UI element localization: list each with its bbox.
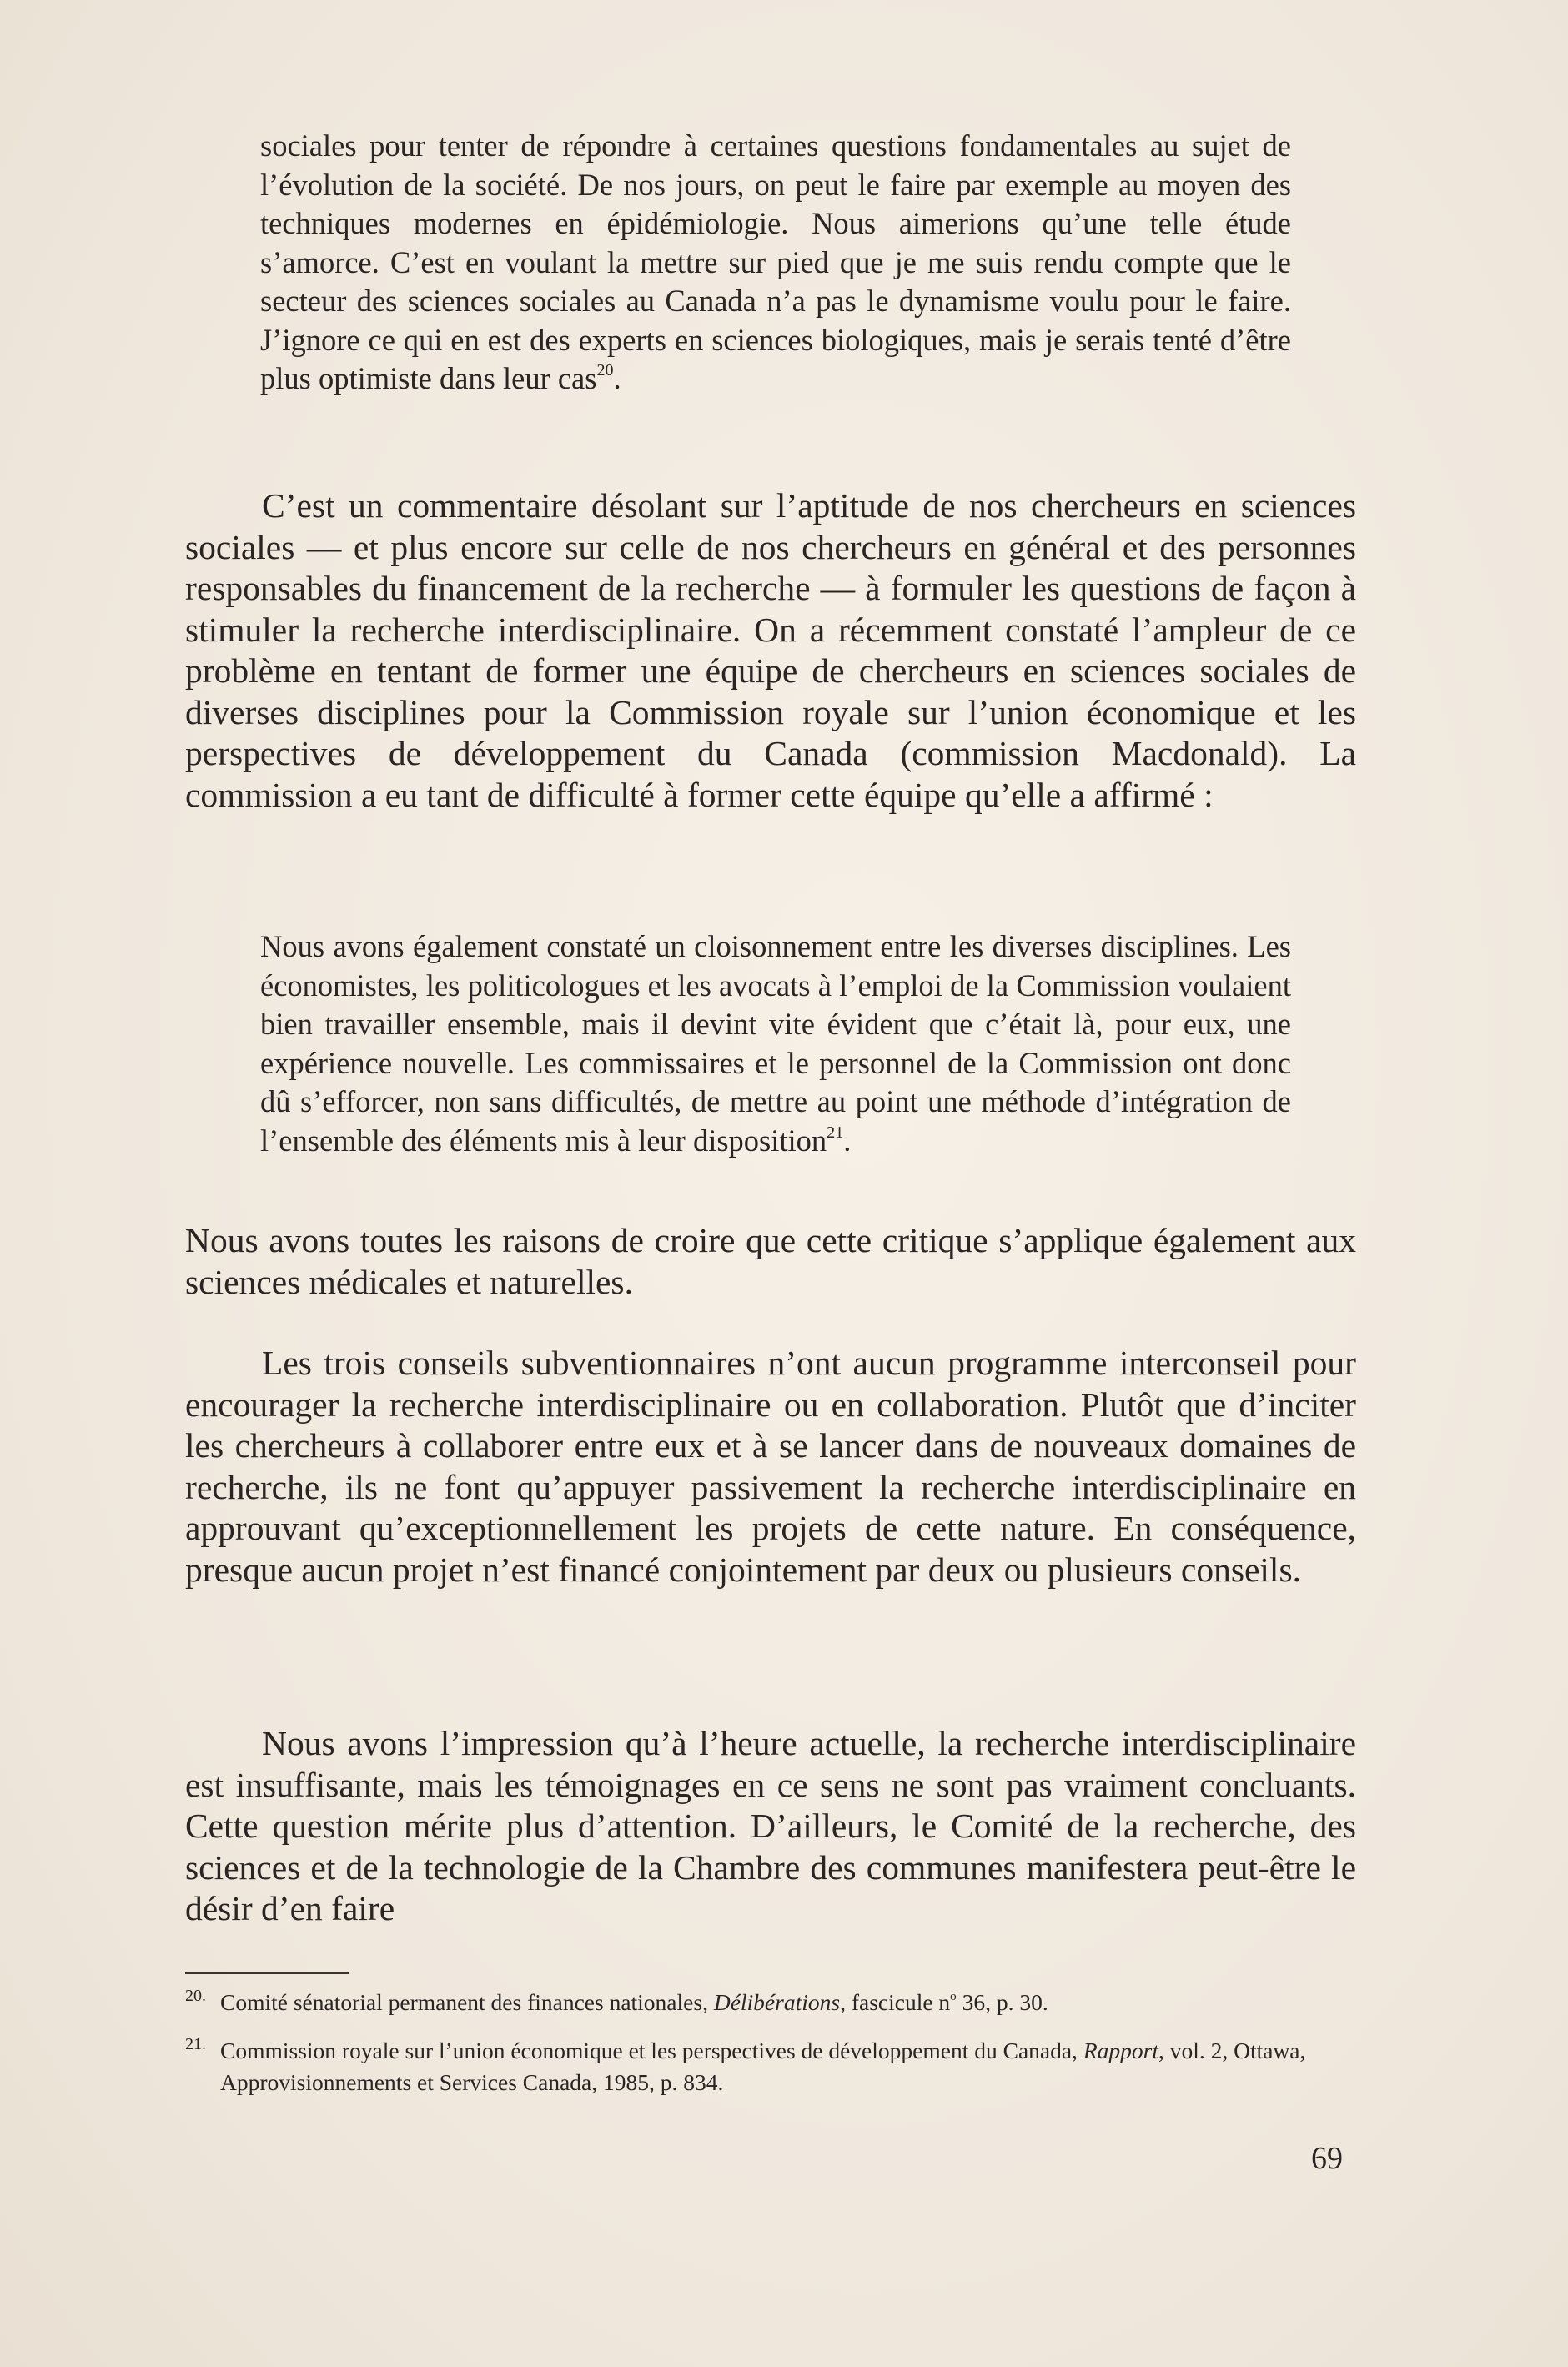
paragraph-commentaire [185, 485, 1356, 816]
paragraph-text: Nous avons toutes les raisons de croire que cette critique s’applique également aux sciences médicales et naturelles. [185, 1221, 1356, 1301]
footnote-ref-20[interactable]: 20 [596, 360, 614, 379]
paragraph-text: Nous avons l’impression qu’à l’heure actuelle, la recherche interdisciplinaire est insuffisante, mais les témoignages en ce sens ne sont pas vraiment concluants. Cette question mérite plus d’attention. D’ailleurs, le Comité de la recherche, des sciences et de la technologie de la Chambre des communes manifestera peut-être le désir d’en faire [185, 1724, 1356, 1927]
page-number: 69 [1311, 2141, 1343, 2176]
quote-text: sociales pour tenter de répondre à certaines questions fondamentales au sujet de l’évolution de la société. De nos jours, on peut le faire par exemple au moyen des techniques modernes en épidémiologie. Nous aimerions qu’une telle étude s’amorce. C’est en voulant la mettre sur pied que je me suis rendu compte que le secteur des sciences sociales au Canada n’a pas le dynamisme voulu pour le faire. J’ignore ce qui en est des experts en sciences biologiques, mais je serais tenté d’être plus optimiste dans leur cas [260, 128, 1291, 395]
footnote-number: 20. [185, 1987, 206, 2005]
footnote-ref-21[interactable]: 21 [827, 1123, 844, 1142]
numero-superscript: o [950, 1989, 957, 2003]
block-quote-commission [260, 927, 1291, 1160]
block-quote-senate [260, 127, 1291, 399]
footnote-number: 21. [185, 2035, 206, 2053]
footnote-20 [185, 1987, 1356, 2018]
footnote-title: Rapport [1083, 2038, 1158, 2063]
footnote-title: Délibérations [713, 1989, 841, 2015]
paragraph-text: C’est un commentaire désolant sur l’aptitude de nos chercheurs en sciences sociales — et plus encore sur celle de nos chercheurs en général et des personnes responsables du financement de la recherche — à formuler les questions de façon à stimuler la recherche interdisciplinaire. On a récemment constaté l’ampleur de ce problème en tentant de former une équipe de chercheurs en sciences sociales de diverses disciplines pour la Commission royale sur l’union économique et les perspectives de développement du Canada (commission Macdonald). La commission a eu tant de difficulté à former cette équipe qu’elle a affirmé : [185, 486, 1356, 814]
quote-end-punct: . [613, 361, 621, 395]
paragraph-text: Les trois conseils subventionnaires n’ont aucun programme interconseil pour encourager la recherche interdisciplinaire ou en collaboration. Plutôt que d’inciter les chercheurs à collaborer entre eux et à se lancer dans de nouveaux domaines de recherche, ils ne font qu’appuyer passivement la recherche interdisciplinaire en approuvant qu’exceptionnellement les projets de cette nature. En conséquence, presque aucun projet n’est financé conjointement par deux ou plusieurs conseils. [185, 1344, 1356, 1589]
footnote-text [220, 1987, 1356, 2018]
quote-end-punct: . [843, 1123, 852, 1158]
footnote-text-part: Comité sénatorial permanent des finances nationales, [220, 1989, 714, 2015]
paragraph-impression [185, 1723, 1356, 1930]
quote-text: Nous avons également constaté un cloisonnement entre les diverses disciplines. Les économistes, les politicologues et les avocats à l’emploi de la Commission voulaient bien travailler ensemble, mais il devint vite évident que c’était là, pour eux, une expérience nouvelle. Les commissaires et le personnel de la Commission ont donc dû s’efforcer, non sans difficultés, de mettre au point une méthode d’intégration de l’ensemble des éléments mis à leur disposition [260, 929, 1291, 1158]
footnote-text-part: 36, p. 30. [956, 1989, 1048, 2015]
footnote-text [220, 2035, 1356, 2098]
footnote-text-part: Commission royale sur l’union économique et les perspectives de développement du Canada, [220, 2038, 1083, 2063]
footnote-21 [185, 2035, 1356, 2098]
footnote-text-part: , vol. 2, Ottawa, Approvisionnements et Services Canada, 1985, p. 834. [220, 2038, 1306, 2095]
paragraph-conseils [185, 1343, 1356, 1591]
footnote-text-part: , fascicule n [840, 1989, 951, 2015]
paragraph-critique [185, 1220, 1356, 1303]
footnote-separator [185, 1972, 349, 1974]
